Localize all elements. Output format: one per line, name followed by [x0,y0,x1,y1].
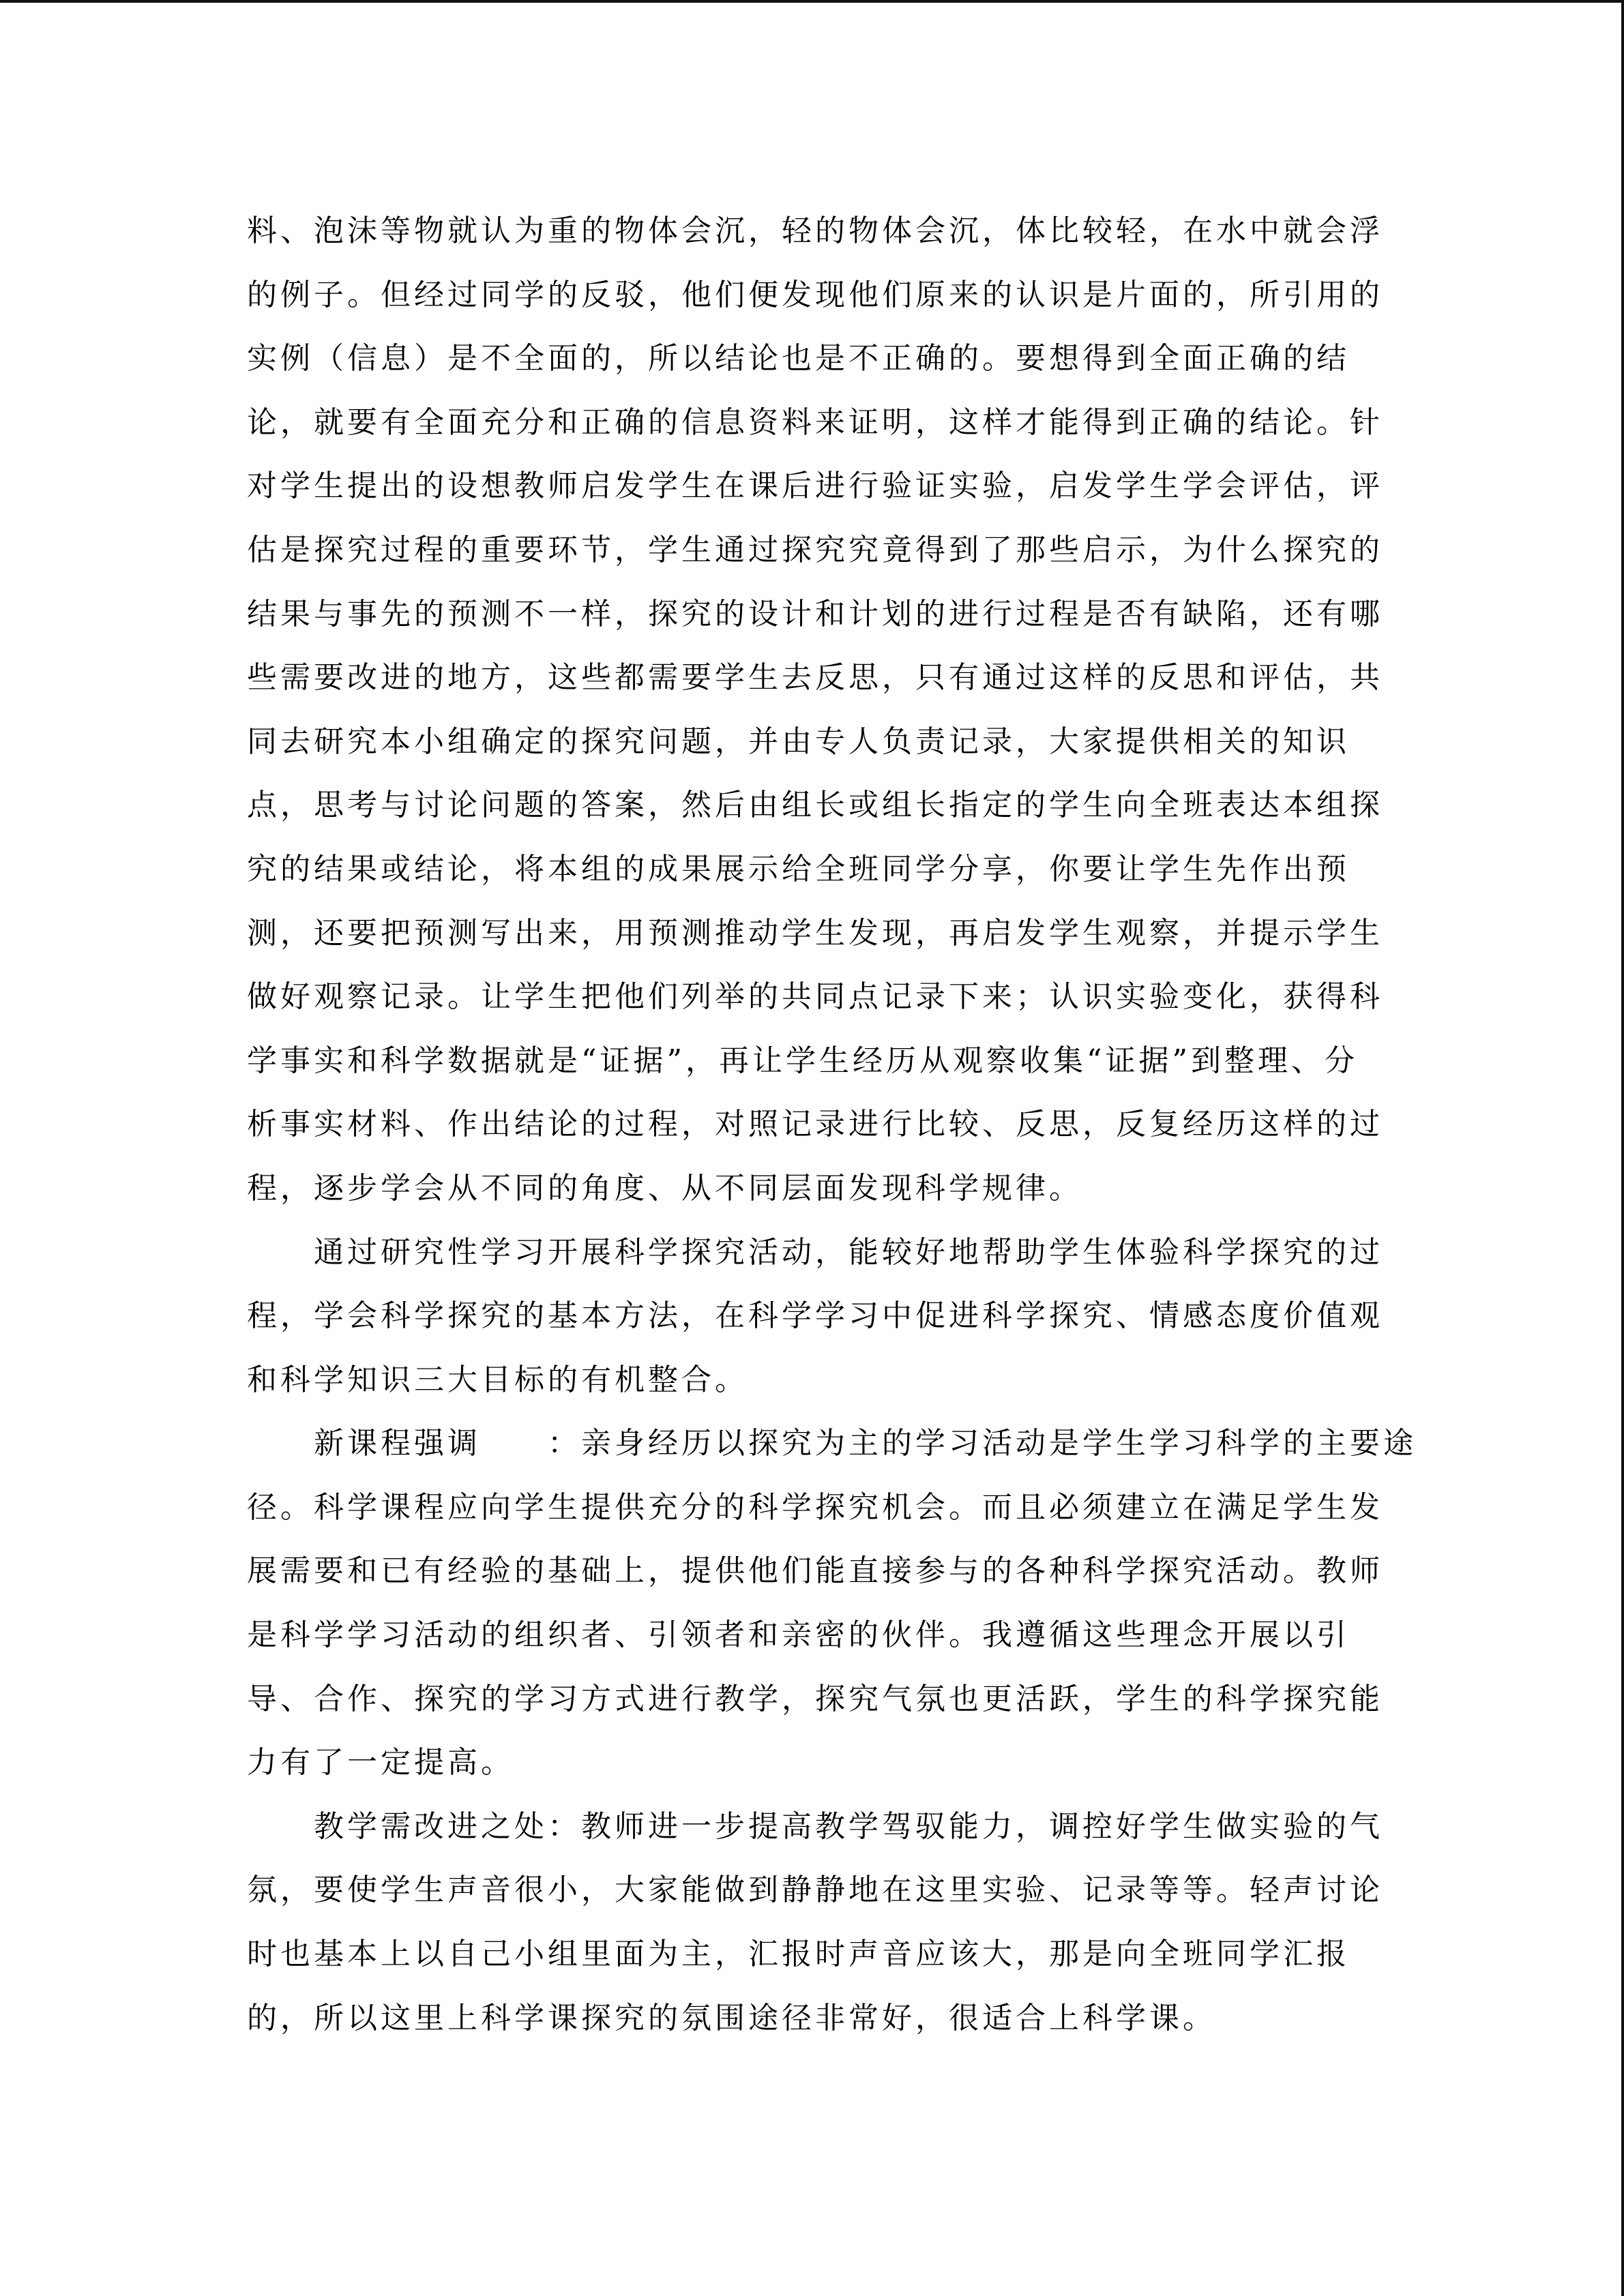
text-line: 新课程强调 ：亲身经历以探究为主的学习活动是学生学习科学的主要途 [314,1426,1417,1461]
text-line: 展需要和已有经验的基础上，提供他们能直接参与的各种科学探究活动。教师 [247,1553,1383,1589]
text-line: 程，逐步学会从不同的角度、从不同层面发现科学规律。 [247,1170,1082,1206]
text-line: 些需要改进的地方，这些都需要学生去反思，只有通过这样的反思和评估，共 [247,660,1383,696]
text-line: 教学需改进之处：教师进一步提高教学驾驭能力，调控好学生做实验的气 [314,1808,1383,1844]
text-line: 同去研究本小组确定的探究问题，并由专人负责记录，大家提供相关的知识 [247,724,1350,759]
text-line: 的例子。但经过同学的反驳，他们便发现他们原来的认识是片面的，所引用的 [247,277,1383,312]
text-line: 的，所以这里上科学课探究的氛围途径非常好，很适合上科学课。 [247,2000,1216,2036]
text-line: 实例（信息）是不全面的，所以结论也是不正确的。要想得到全面正确的结 [247,341,1350,376]
text-line: 氛，要使学生声音很小，大家能做到静静地在这里实验、记录等等。轻声讨论 [247,1873,1383,1908]
text-line: 料、泡沫等物就认为重的物体会沉，轻的物体会沉，体比较轻，在水中就会浮 [247,213,1383,248]
paragraph-1 [247,207,1383,1229]
text-line: 测，还要把预测写出来，用预测推动学生发现，再启发学生观察，并提示学生 [247,915,1383,951]
text-line: 学事实和科学数据就是“证据”，再让学生经历从观察收集“证据”到整理、分 [247,1043,1358,1078]
text-line: 究的结果或结论，将本组的成果展示给全班同学分享，你要让学生先作出预 [247,851,1350,886]
text-line: 析事实材料、作出结论的过程，对照记录进行比较、反思，反复经历这样的过 [247,1107,1383,1142]
text-line: 结果与事先的预测不一样，探究的设计和计划的进行过程是否有缺陷，还有哪 [247,596,1383,631]
document-body [247,207,1417,2058]
text-line: 做好观察记录。让学生把他们列举的共同点记录下来；认识实验变化，获得科 [247,979,1383,1015]
text-line: 时也基本上以自己小组里面为主，汇报时声音应该大，那是向全班同学汇报 [247,1937,1350,1972]
text-line: 对学生提出的设想教师启发学生在课后进行验证实验，启发学生学会评估，评 [247,468,1383,504]
text-line: 论，就要有全面充分和正确的信息资料来证明，这样才能得到正确的结论。针 [247,404,1383,440]
text-line: 力有了一定提高。 [247,1745,514,1780]
text-line: 估是探究过程的重要环节，学生通过探究究竟得到了那些启示，为什么探究的 [247,532,1383,567]
paragraph-4 [247,1803,1383,2058]
text-line: 径。科学课程应向学生提供充分的科学探究机会。而且必须建立在满足学生发 [247,1489,1383,1525]
text-line: 和科学知识三大目标的有机整合。 [247,1362,748,1397]
text-line: 点，思考与讨论问题的答案，然后由组长或组长指定的学生向全班表达本组探 [247,788,1383,823]
paragraph-3 [247,1420,1417,1803]
text-line: 程，学会科学探究的基本方法，在科学学习中促进科学探究、情感态度价值观 [247,1298,1383,1334]
text-line: 导、合作、探究的学习方式进行教学，探究气氛也更活跃，学生的科学探究能 [247,1681,1383,1716]
paragraph-2 [247,1229,1383,1420]
text-line: 是科学学习活动的组织者、引领者和亲密的伙伴。我遵循这些理念开展以引 [247,1617,1350,1653]
text-line: 通过研究性学习开展科学探究活动，能较好地帮助学生体验科学探究的过 [314,1234,1383,1270]
